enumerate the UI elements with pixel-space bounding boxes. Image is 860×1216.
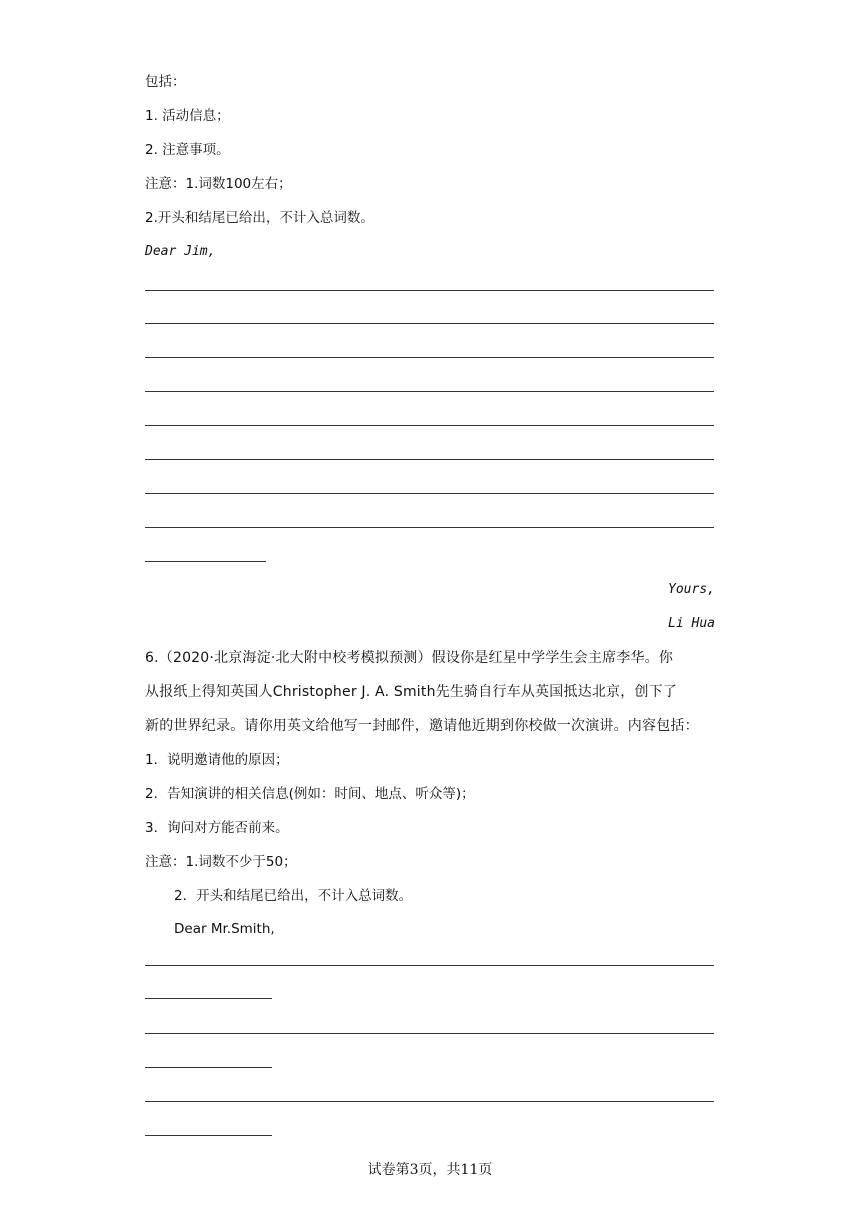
answer-line-short xyxy=(145,998,272,999)
task6-note-1: 注意：1.词数不少于50； xyxy=(145,854,297,870)
task5-note-1: 注意：1.词数100左右； xyxy=(145,176,292,192)
task5-point-2: 2. 注意事项。 xyxy=(145,142,230,158)
task6-point-1: 1．说明邀请他的原因； xyxy=(145,752,289,768)
answer-line xyxy=(145,323,714,324)
page-footer: 试卷第3页，共11页 xyxy=(367,1162,493,1178)
answer-line xyxy=(145,290,714,291)
answer-line xyxy=(145,391,714,392)
answer-line-short xyxy=(145,1135,272,1136)
answer-line-short xyxy=(145,1067,272,1068)
task6-prompt-line-3: 新的世界纪录。请你用英文给他写一封邮件，邀请他近期到你校做一次演讲。内容包括： xyxy=(145,718,699,734)
answer-line xyxy=(145,1033,714,1034)
task6-point-2: 2．告知演讲的相关信息(例如：时间、地点、听众等)； xyxy=(145,786,475,802)
task5-note-2: 2.开头和结尾已给出，不计入总词数。 xyxy=(145,210,374,226)
answer-line xyxy=(145,965,714,966)
task6-prompt-line-2: 从报纸上得知英国人Christopher J. A. Smith先生骑自行车从英国抵达北京，创下了 xyxy=(145,684,678,700)
task6-note-2: 2．开头和结尾已给出，不计入总词数。 xyxy=(174,888,413,904)
include-label: 包括： xyxy=(145,74,186,90)
answer-line xyxy=(145,425,714,426)
task5-salutation: Dear Jim, xyxy=(145,244,216,259)
task5-signature: Li Hua xyxy=(668,616,715,631)
task6-point-3: 3．询问对方能否前来。 xyxy=(145,820,289,836)
task5-point-1: 1. 活动信息； xyxy=(145,108,230,124)
task5-closing: Yours, xyxy=(668,582,715,597)
answer-line xyxy=(145,459,714,460)
answer-line xyxy=(145,357,714,358)
task6-prompt-line-1: 6.（2020·北京海淀·北大附中校考模拟预测）假设你是红星中学学生会主席李华。你 xyxy=(145,650,674,666)
answer-line xyxy=(145,1101,714,1102)
answer-line xyxy=(145,527,714,528)
answer-line-short xyxy=(145,561,266,562)
task6-salutation: Dear Mr.Smith, xyxy=(174,921,275,937)
answer-line xyxy=(145,493,714,494)
